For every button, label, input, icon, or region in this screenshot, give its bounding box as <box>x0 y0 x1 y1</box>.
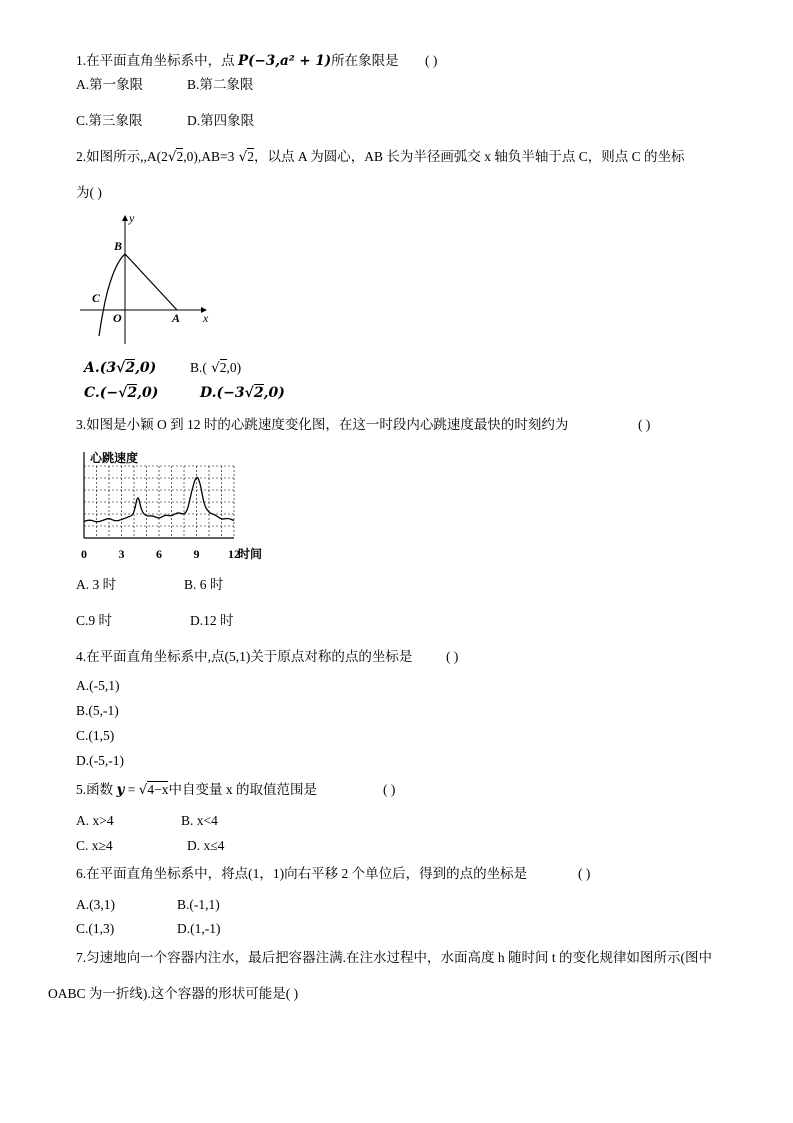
q1-option-b: B.第二象限 <box>187 77 254 92</box>
q6-option-a: A.(3,1) <box>76 897 115 912</box>
q2-figure <box>76 212 226 352</box>
q3-option-c: C.9 时 <box>76 613 113 628</box>
q3-option-d: D.12 时 <box>190 613 234 628</box>
q5-answer-paren: ( ) <box>383 782 396 797</box>
q4-option-c: C.(1,5) <box>76 728 115 743</box>
q5-option-c: C. x≥4 <box>76 838 113 853</box>
q4-option-d: D.(-5,-1) <box>76 753 124 768</box>
chart-x-tick-label: 3 <box>118 547 125 561</box>
q1-answer-paren: ( ) <box>425 53 438 68</box>
q3-chart-title: 心跳速度 <box>90 451 139 465</box>
q2-label-c: C <box>92 291 101 305</box>
q1-option-a: A.第一象限 <box>76 77 144 92</box>
q3-option-a: A. 3 时 <box>76 577 117 592</box>
q6-option-d: D.(1,-1) <box>177 921 221 936</box>
chart-x-tick-label: 6 <box>156 547 162 561</box>
q6-option-b: B.(-1,1) <box>177 897 220 912</box>
q7-stem-line1: 7.匀速地向一个容器内注水，最后把容器注满.在注水过程中，水面高度 h 随时间 t 的变化规律如图所示(图中 <box>76 950 712 965</box>
q5-option-a: A. x>4 <box>76 813 114 828</box>
q3-answer-paren: ( ) <box>638 417 651 432</box>
q4-stem: 4.在平面直角坐标系中,点(5,1)关于原点对称的点的坐标是 <box>76 649 413 664</box>
q4-option-b: B.(5,-1) <box>76 703 119 718</box>
q2-label-x: x <box>203 311 209 325</box>
q3-chart-x-unit: 时间 <box>238 547 263 561</box>
q4-option-a: A.(-5,1) <box>76 678 120 693</box>
q2-option-c: C.(−√2,0) <box>84 385 159 401</box>
q1-point-expression: P(−3,a² + 1) <box>238 53 332 69</box>
q2-label-a: A <box>172 311 181 325</box>
q3-chart-tick-labels <box>81 547 240 561</box>
q2-label-b: B <box>114 239 123 253</box>
q2-option-d: D.(−3√2,0) <box>200 385 285 401</box>
q3-option-b: B. 6 时 <box>184 577 224 592</box>
q6-option-c: C.(1,3) <box>76 921 115 936</box>
q3-stem: 3.如图是小颖 O 到 12 时的心跳速度变化图，在这一时段内心跳速度最快的时刻约为 <box>76 417 569 432</box>
q2-label-y: y <box>129 212 135 225</box>
q1-stem: 1.在平面直角坐标系中，点 P(−3,a² + 1)所在象限是 <box>76 53 399 69</box>
q2-option-a: A.(3√2,0) <box>84 360 157 376</box>
q3-chart-grid <box>84 466 234 538</box>
q5-option-d: D. x≤4 <box>187 838 225 853</box>
chart-x-tick-label: 12 <box>228 547 240 561</box>
q6-stem: 6.在平面直角坐标系中，将点(1，1)向右平移 2 个单位后，得到的点的坐标是 <box>76 866 528 881</box>
q5-radicand: 4−x <box>147 782 169 797</box>
q2-stem-line2: 为( ) <box>76 185 102 200</box>
q4-answer-paren: ( ) <box>446 649 459 664</box>
q1-option-c: C.第三象限 <box>76 113 143 128</box>
q3-heart-rate-chart <box>76 448 276 566</box>
chart-x-tick-label: 9 <box>193 547 200 561</box>
q2-segment-ab <box>125 254 177 310</box>
q5-stem: 5.函数 y = √4−x中自变量 x 的取值范围是 <box>76 782 317 798</box>
q2-stem-line1: 2.如图所示,,A(2√2,0),AB=3 √2，以点 A 为圆心，AB 长为半径画弧交 x 轴负半轴于点 C，则点 C 的坐标 <box>76 149 685 165</box>
q5-option-b: B. x<4 <box>181 813 218 828</box>
q2-label-o: O <box>113 311 122 325</box>
q2-option-b: B.( √2,0) <box>190 360 242 376</box>
q1-option-d: D.第四象限 <box>187 113 255 128</box>
q7-stem-line2: OABC 为一折线).这个容器的形状可能是( ) <box>48 986 299 1001</box>
chart-x-tick-label: 0 <box>81 547 87 561</box>
q6-answer-paren: ( ) <box>578 866 591 881</box>
